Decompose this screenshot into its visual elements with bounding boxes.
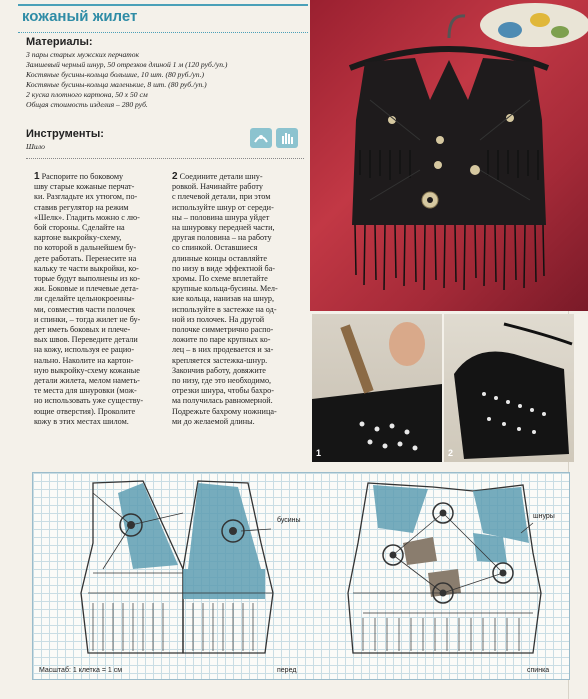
step-line: со спинкой. Оставшиеся — [172, 243, 258, 253]
step-line: торые будут выполнены из ко- — [34, 274, 140, 284]
step-line: отрезки шнура, чтобы бахро- — [172, 386, 274, 396]
materials-heading: Материалы: — [26, 36, 93, 48]
step-line: кальку те части выкройки, ко- — [34, 263, 139, 273]
step-line: шву старые кожаные перчат- — [34, 182, 135, 192]
material-item: Костяные бусины-кольца маленькие, 8 шт. (80 руб./уп.) — [26, 80, 207, 89]
step-line: по низу в виде эффектной ба- — [172, 263, 276, 273]
scale-label: Масштаб: 1 клетка = 1 см — [39, 667, 123, 674]
beads-label: бусины — [277, 517, 301, 524]
step-line: ми, совместив части полочек — [34, 304, 136, 314]
tools-heading: Инструменты: — [26, 128, 104, 140]
step-line: ставив регулятор на режим — [34, 202, 129, 212]
step-line: ложите по паре крупных ко- — [172, 335, 271, 345]
step-2-text — [172, 172, 304, 427]
step-line: жи. Боковые и плечевые дета- — [34, 284, 139, 294]
step-line: вых швов. Переведите детали — [34, 335, 138, 345]
photo-1-number: 1 — [316, 448, 322, 458]
step-line: ли сделайте цельнокроенны- — [34, 294, 135, 304]
step-line: 2 Соедините детали шну- — [172, 171, 263, 182]
step-line: другая половина – на работу — [172, 233, 272, 243]
step-line: используйте в застежке на од- — [172, 304, 277, 314]
step-line: используйте шнур от середи- — [172, 202, 274, 212]
step-line: Закончив работу, довяжите — [172, 365, 266, 375]
step-line: ную выкройку-схему кожаные — [34, 365, 140, 375]
step-line: крепляется застежка-шнур. — [172, 355, 268, 365]
photo-2-number: 2 — [448, 448, 454, 458]
process-photo-2 — [444, 314, 574, 462]
step-line: кие кольца, нанизав на шнур, — [172, 294, 275, 304]
page-title: кожаный жилет — [22, 8, 138, 25]
step-line: картоне выкройку-схему, — [34, 233, 122, 243]
vest-photo — [310, 0, 588, 311]
front-label: перед — [277, 667, 297, 674]
sewing-icon — [250, 128, 272, 148]
step-line: дете работать. Перенесите на — [34, 253, 137, 263]
step-line: длинные концы оставляйте — [172, 253, 267, 263]
material-item: Замшевый черный шнур, 50 отрезков длиной 1 м (120 руб./уп.) — [26, 60, 228, 69]
step-line: 1 Распорите по боковому — [34, 171, 124, 182]
step-line: по низу, где это необходимо, — [172, 376, 272, 386]
step-number: 1 — [34, 171, 40, 182]
step-line: «Шелк». Гладить можно с лю- — [34, 212, 140, 222]
step-line: кожу в этих местах шилом. — [34, 416, 129, 426]
step-line: на шнуровку передней части, — [172, 223, 275, 233]
step-line: по которой в дальнейшем бу- — [34, 243, 137, 253]
hand-icon — [276, 128, 298, 148]
material-item: 3 пары старых мужских перчаток — [26, 50, 140, 59]
step-line: лец – в них продевается и за- — [172, 345, 274, 355]
step-number: 2 — [172, 171, 178, 182]
step-line: те места для шнуровки (мож- — [34, 386, 137, 396]
step-line: ма получилась равномерной. — [172, 396, 273, 406]
step-line: но использовать уже существу- — [34, 396, 144, 406]
step-line: ющие отверстия). Проколите — [34, 406, 136, 416]
step-line: на кожу, используя ее рацио- — [34, 345, 135, 355]
pattern-diagram — [32, 472, 570, 680]
material-item: Общая стоимость изделия – 280 руб. — [26, 100, 148, 109]
cord-label: шнуры — [533, 513, 555, 520]
back-label: спинка — [527, 667, 550, 674]
step-line: хромы. По схеме вплетайте — [172, 274, 268, 284]
step-line: и спинки, – тогда жилет не бу- — [34, 314, 141, 324]
step-1-text — [34, 172, 164, 427]
process-photo-1 — [312, 314, 442, 462]
step-line: нально. Наколите на картон- — [34, 355, 134, 365]
step-line: с плечевой детали, при этом — [172, 192, 271, 202]
step-line: ной из полочек. На другой — [172, 314, 265, 324]
step-line: ны – половина шнура уйдет — [172, 212, 270, 222]
step-line: ровкой. Начинайте работу — [172, 182, 264, 192]
material-item: 2 куска плотного картона, 50 х 50 см — [26, 90, 148, 99]
step-line: полочке симметрично распо- — [172, 325, 274, 335]
tools-item: Шило — [26, 142, 45, 151]
step-line: детали жилета, мелом наметь- — [34, 376, 140, 386]
step-line: Подрежьте бахрому ножница- — [172, 406, 277, 416]
step-line: ки. Разгладьте их утюгом, по- — [34, 192, 138, 202]
material-item: Костяные бусины-кольца большие, 10 шт. (80 руб./уп.) — [26, 70, 205, 79]
step-line: дет иметь боковых и плече- — [34, 325, 131, 335]
step-line: крупные кольца-бусины. Мел- — [172, 284, 278, 294]
step-line: бой стороны. Сделайте на — [34, 223, 125, 233]
step-line: ми до желаемой длины. — [172, 416, 255, 426]
